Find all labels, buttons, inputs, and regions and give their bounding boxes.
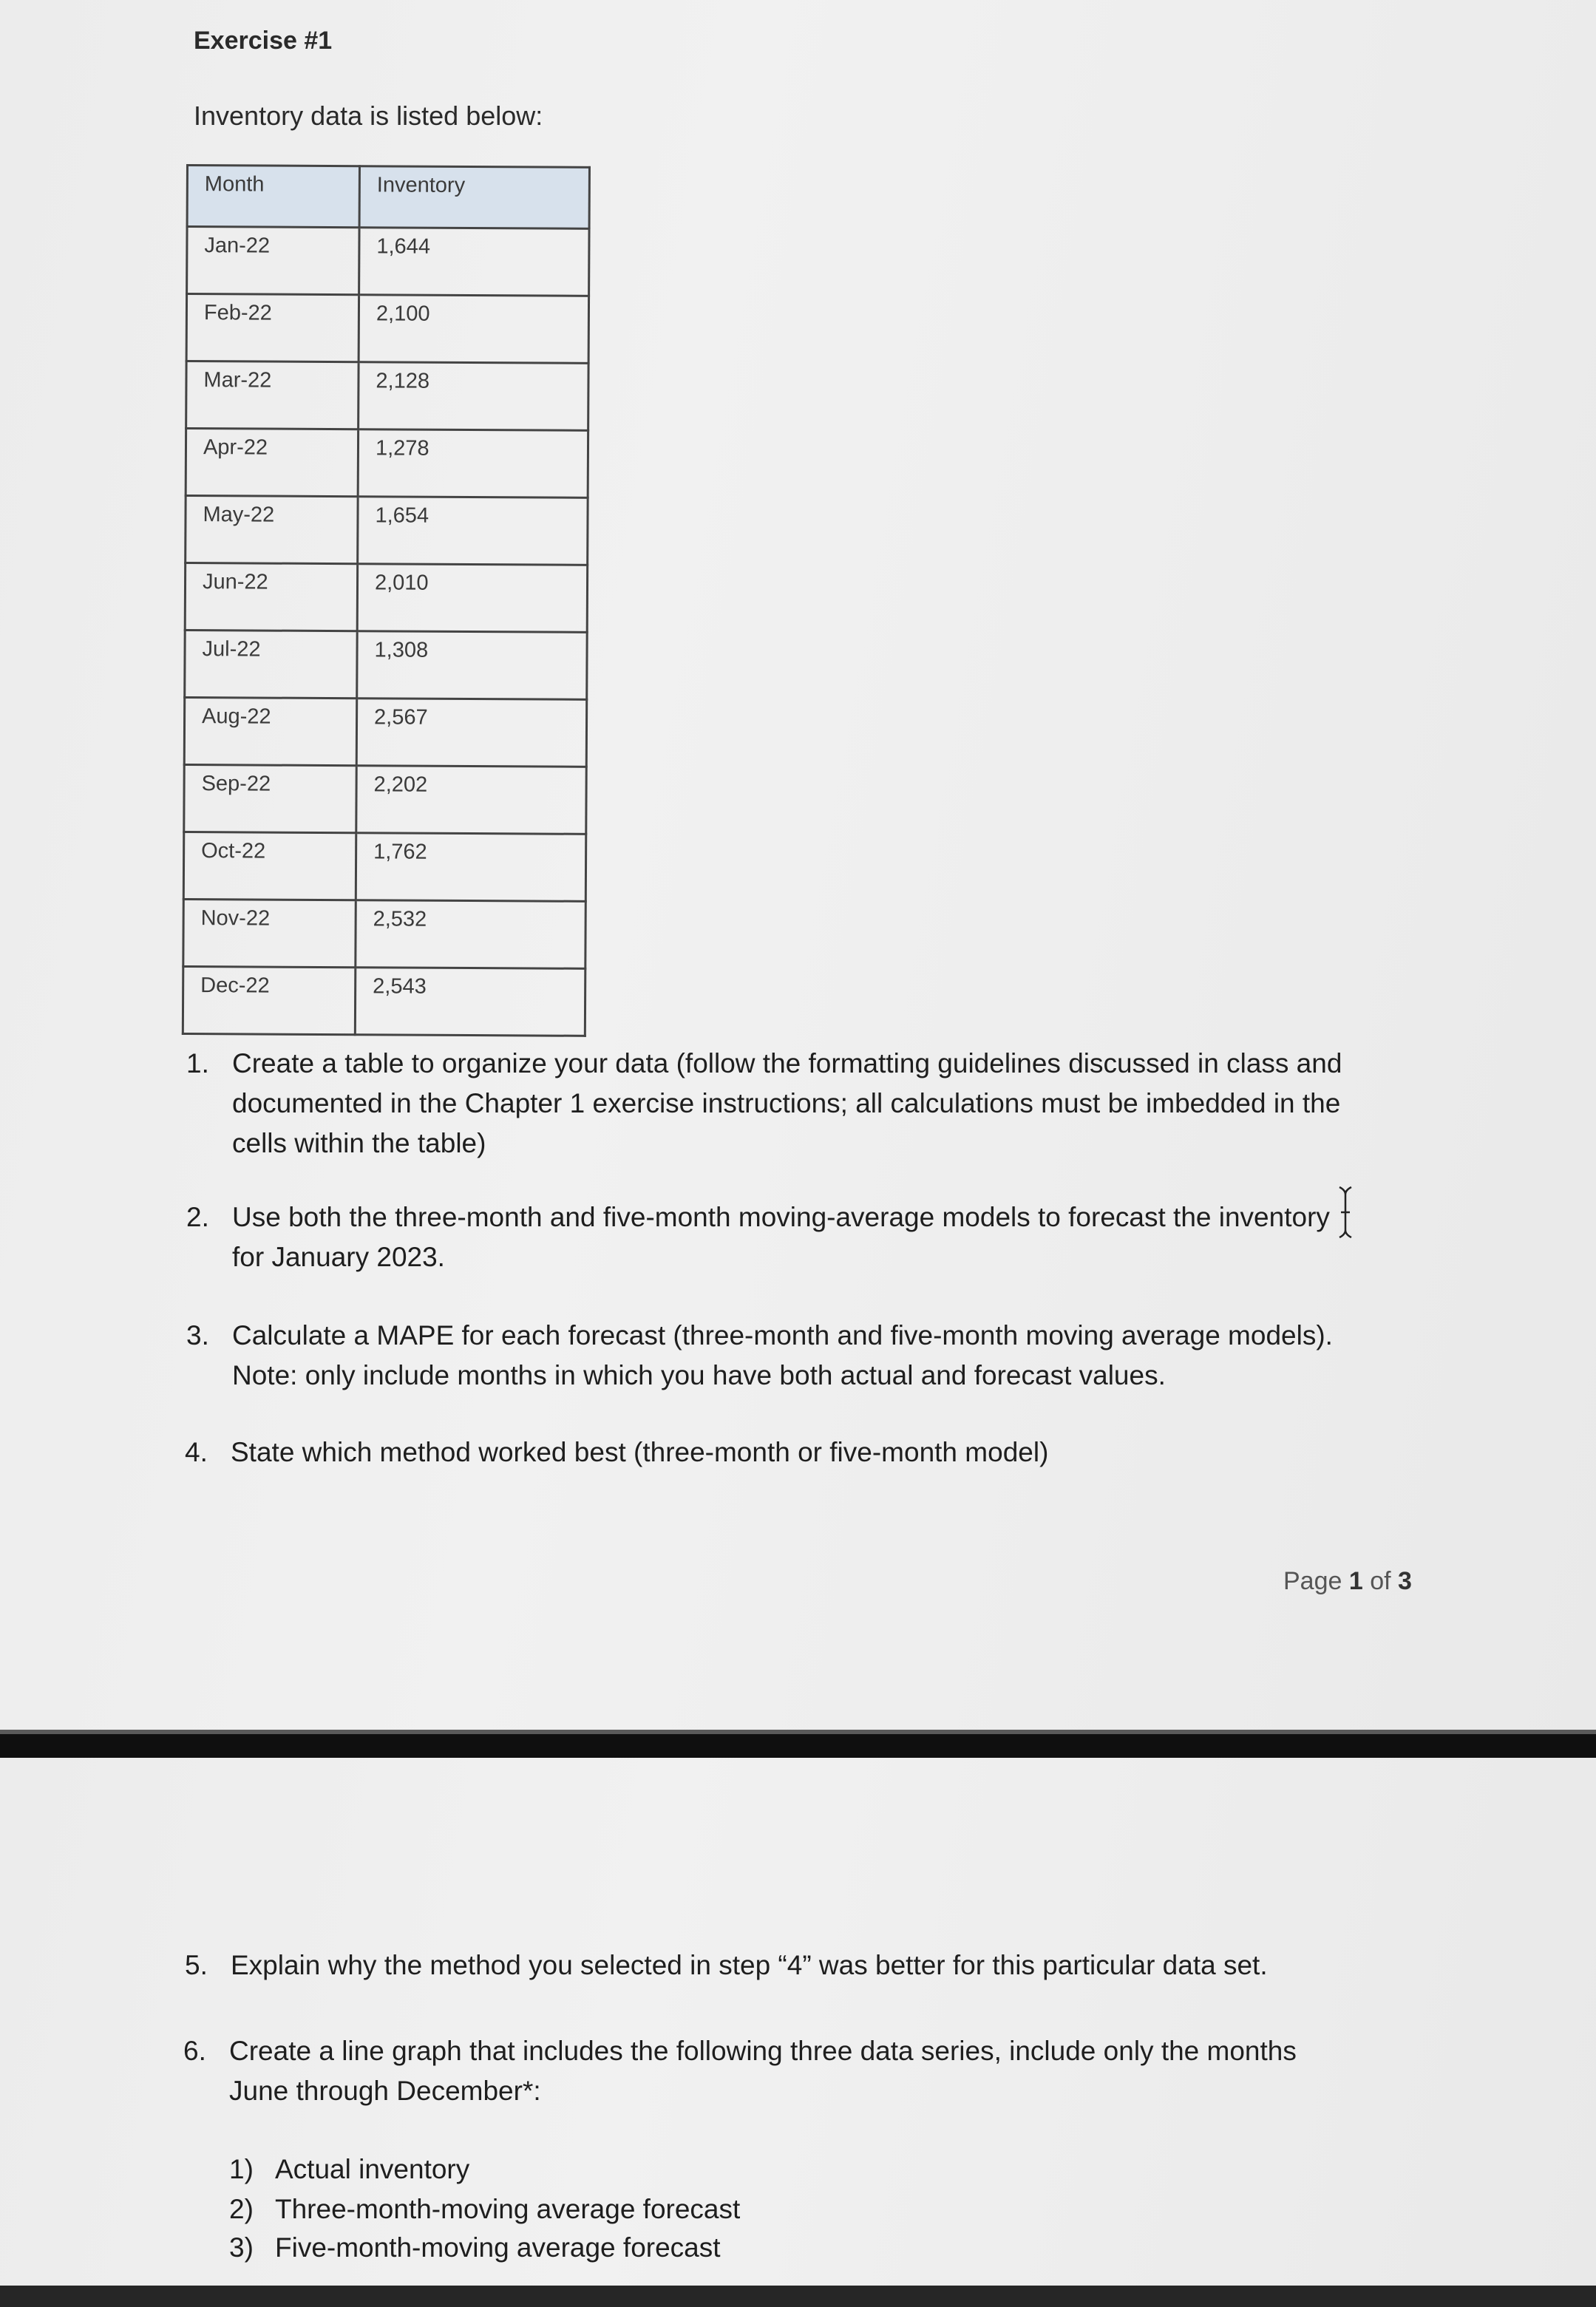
table-header-row [187, 166, 589, 229]
month-cell: Jun-22 [185, 563, 357, 631]
subitem-number: 2) [229, 2194, 254, 2224]
item-line: Explain why the method you selected in step “4” was better for this particular data set. [231, 1950, 1268, 1980]
instruction-item-2 [186, 1197, 1443, 1279]
table-row [187, 227, 589, 296]
item-number: 5. [185, 1950, 208, 1980]
month-cell: Nov-22 [183, 899, 356, 967]
page-number: Page 1 of 3 [1283, 1567, 1412, 1595]
bottom-edge [0, 2286, 1596, 2307]
inventory-cell: 1,278 [358, 429, 588, 498]
item-number: 2. [186, 1202, 209, 1232]
instruction-item-1 [186, 1044, 1443, 1169]
item-text [232, 1197, 1330, 1277]
inventory-cell: 1,644 [359, 228, 589, 296]
subitem-text: Five-month-moving average forecast [275, 2232, 721, 2263]
subitem-text: Three-month-moving average forecast [275, 2194, 741, 2224]
column-header-inventory: Inventory [359, 166, 589, 229]
table-row [186, 429, 588, 498]
table-row [184, 764, 586, 834]
item-line: cells within the table) [232, 1128, 486, 1158]
item-number: 3. [186, 1320, 209, 1350]
month-cell: Sep-22 [184, 764, 356, 832]
subitem-number: 3) [229, 2232, 254, 2263]
document-page-2 [0, 1758, 1596, 2286]
item-text [229, 2031, 1297, 2111]
item-line: Create a table to organize your data (follow the formatting guidelines discussed in class and [232, 1048, 1342, 1078]
exercise-title: Exercise #1 [194, 27, 333, 55]
inventory-cell: 1,762 [356, 833, 585, 902]
month-cell: May-22 [186, 496, 358, 564]
month-cell: Mar-22 [186, 361, 359, 429]
table-row [185, 563, 587, 633]
intro-text: Inventory data is listed below: [194, 101, 543, 131]
item-number: 6. [183, 2036, 206, 2066]
month-cell: Oct-22 [183, 832, 356, 900]
subitem-number: 1) [229, 2154, 254, 2184]
table-row [183, 832, 585, 901]
item-text [231, 1946, 1268, 1985]
item-number: 4. [185, 1437, 208, 1467]
table-row [185, 630, 587, 699]
item-number: 1. [186, 1048, 209, 1078]
current-page: 1 [1348, 1567, 1363, 1595]
instruction-item-4 [185, 1433, 1442, 1474]
instruction-item-6 [183, 2031, 1440, 2113]
inventory-cell: 1,308 [357, 631, 587, 700]
instruction-item-5 [185, 1946, 1442, 1987]
table-row [184, 697, 586, 767]
item-line: State which method worked best (three-month or five-month model) [231, 1437, 1049, 1467]
month-cell: Apr-22 [186, 429, 358, 497]
inventory-cell: 2,128 [359, 362, 588, 431]
inventory-cell: 2,010 [357, 564, 587, 633]
item-line: Use both the three-month and five-month moving-average models to forecast the inventory [232, 1202, 1330, 1232]
item-text [232, 1316, 1333, 1396]
month-cell: Aug-22 [184, 697, 356, 765]
page-separator-edge [0, 1730, 1596, 1734]
inventory-cell: 2,202 [356, 766, 586, 835]
table-row [186, 361, 588, 431]
text-cursor-icon [1337, 1186, 1354, 1239]
inventory-cell: 2,100 [359, 295, 588, 364]
inventory-cell: 2,543 [355, 968, 585, 1036]
item-line: for January 2023. [232, 1242, 445, 1272]
total-pages: 3 [1398, 1567, 1412, 1595]
inventory-cell: 2,567 [356, 699, 586, 767]
column-header-month: Month [187, 166, 359, 228]
instruction-item-3 [186, 1316, 1443, 1397]
item-text [231, 1433, 1048, 1472]
item-line: Create a line graph that includes the following three data series, include only the months [229, 2036, 1297, 2066]
inventory-cell: 2,532 [356, 900, 585, 969]
item-line: documented in the Chapter 1 exercise instructions; all calculations must be imbedded in the [232, 1088, 1341, 1118]
subitem-1 [229, 2150, 469, 2189]
item-line: Calculate a MAPE for each forecast (three-month and five-month moving average models). [232, 1320, 1333, 1350]
month-cell: Feb-22 [186, 294, 359, 362]
inventory-cell: 1,654 [358, 497, 588, 565]
month-cell: Jan-22 [187, 227, 359, 295]
inventory-table [182, 164, 591, 1037]
subitem-2 [229, 2189, 740, 2229]
table-row [186, 496, 588, 565]
subitem-text: Actual inventory [275, 2154, 470, 2184]
table-row [183, 966, 585, 1036]
item-line: June through December*: [229, 2076, 541, 2106]
month-cell: Dec-22 [183, 966, 355, 1034]
month-cell: Jul-22 [185, 630, 357, 698]
table-row [183, 899, 585, 968]
item-line: Note: only include months in which you have both actual and forecast values. [232, 1360, 1166, 1390]
subitem-3 [229, 2228, 721, 2268]
item-text [232, 1044, 1342, 1163]
table-row [186, 294, 588, 364]
